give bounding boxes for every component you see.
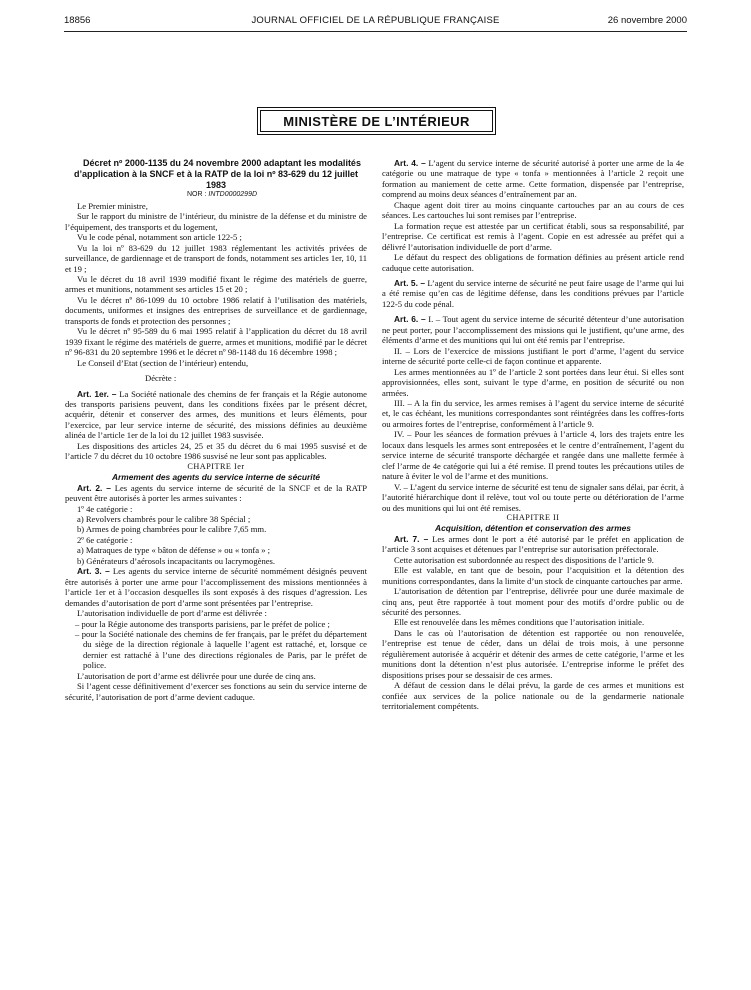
chapter-heading: CHAPITRE Ier [187,461,245,471]
issue-date: 26 novembre 2000 [607,15,687,26]
paragraph: Vu le code pénal, notamment son article 122-5 ; [77,232,242,243]
paragraph: A défaut de cession dans le délai prévu, la garde de ces armes et munitions est confiée aux services de la police nationale ou de la gendarmerie nationale territorialement compétents. [382,680,684,712]
paragraph: Elle est renouvelée dans les mêmes conditions que l’autorisation initiale. [394,617,645,628]
paragraph: IV. – Pour les séances de formation prévues à l’article 4, lors des trajets entre les locaux dans lesquels les armes sont entreposées et le centre d’entraînement, l’agent du service interne de sécurité transporte déchargée et rangée dans une mallette fermée à clef l’arme de 4e catégorie qui lui a été remise. Il prend toutes les précautions utiles de nature à éviter le vol de l’arme et des munitions. [382,429,684,482]
article-1 [65,389,367,441]
paragraph: L’autorisation individuelle de port d’arme est délivrée : [77,608,267,619]
page-header [64,15,687,29]
article-text: Les agents du service interne de sécurité de la SNCF et de la RATP peuvent être autorisés à porter les armes suivantes : [65,482,367,504]
paragraph: Si l’agent cesse définitivement d’exercer ses fonctions au sein du service interne de sécurité, l’autorisation de port d’arme devient caduque. [65,681,367,702]
article-7 [382,534,684,555]
article-label: Art. 6. – [394,314,426,325]
list-item: – pour la Régie autonome des transports parisiens, par le préfet de police ; [75,618,330,629]
decree-title: Décret nº 2000-1135 du 24 novembre 2000 adaptant les modalités d’application à la SNCF et à la RATP de la loi nº 83-629 du 12 juillet 1983 [73,158,361,190]
nor-label: NOR : [186,191,207,199]
article-text: I. – Tout agent du service interne de sécurité détenteur d’une autorisation ne peut porter, pour l’accomplissement des missions qui le justifient, qu’une arme, des éléments d’arme et des munitions qui lui ont été remis par l’entreprise. [382,314,684,346]
list-item: a) Revolvers chambrés pour le calibre 38 Spécial ; [77,513,251,524]
article-3 [65,566,367,608]
article-label: Art. 3. – [77,566,110,577]
ministry-box [257,107,496,135]
article-text: Les armes dont le port a été autorisé par le préfet en application de l’article 3 sont acquises et détenues par l’entreprise sur autorisation préfectorale. [382,533,684,555]
chapter-heading: CHAPITRE II [506,512,560,522]
column-right [382,158,684,712]
list-item: b) Générateurs d’aérosols incapacitants ou lacrymogènes. [77,555,276,566]
paragraph: III. – A la fin du service, les armes remises à l’agent du service interne de sécurité et, le cas échéant, les munitions correspondantes sont réintégrées dans les coffres-forts ou armoires fortes de l’entreprise, conformément à l’article 9. [382,397,684,429]
article-4 [382,158,684,200]
list-item: – pour la Société nationale des chemins de fer français, par le préfet du département du siège de la direction régionale à laquelle l’agent est rattaché, et, lorsque ce dernier est rattaché à l’une des directions régionales de Paris, par le préfet de police. [75,628,367,671]
article-label: Art. 2. – [77,482,111,493]
header-rule [64,31,687,32]
list-item: b) Armes de poing chambrées pour le calibre 7,65 mm. [77,524,267,535]
article-6 [382,314,684,345]
list-item: a) Matraques de type « bâton de défense » ou « tonfa » ; [77,545,271,556]
paragraph: Les armes mentionnées au 1º de l’article 2 sont portées dans leur étui. Si elles sont approvisionnées, elles sont, suivant le type d’arme, en position de sécurité ou non armées. [382,366,684,398]
article-label: Art. 5. – [394,277,426,288]
article-text: L’agent du service interne de sécurité autorisé à porter une arme de la 4e catégorie ou une matraque de type « tonfa » mentionnées à l’article 2 reçoit une formation au maniement de cette arme. Cette formation, dispensée par l’entreprise, comprend au moins deux séances d’entraînement par an. [382,158,684,200]
paragraph: Vu le décret du 18 avril 1939 modifié fixant le régime des matériels de guerre, armes et munitions, notamment ses articles 15 et 20 ; [65,274,367,295]
list-item: 1º 4e catégorie : [77,503,133,514]
paragraph: V. – L’agent du service interne de sécurité est tenu de signaler sans délai, par écrit, à l’autorité hiérarchique dont il relève, tout vol ou toute perte ou détérioration de l’arme ou des munitions qui lui ont été remises. [382,481,684,513]
ministry-heading: MINISTÈRE DE L’INTÉRIEUR [283,113,470,129]
nor-value: INTD0000299D [208,191,258,199]
paragraph: Cette autorisation est subordonnée au respect des dispositions de l’article 9. [394,554,654,565]
article-label: Art. 7. – [394,533,429,544]
article-text: La Société nationale des chemins de fer français et la Régie autonome des transports parisiens peuvent, dans les conditions fixées par le présent décret, acquérir, détenir et conserver des armes, des munitions et leurs éléments, pour l’exercice, par leur service interne de sécurité, des missions définies au deuxième alinéa de l’article 1er de la loi du 12 juillet 1983 susvisée. [65,388,367,441]
article-5 [382,278,684,309]
paragraph: L’autorisation de détention par l’entreprise, délivrée pour une durée maximale de cinq ans, peut être rapportée à tout moment pour des motifs d’ordre public ou de sécurité des personnes. [382,586,684,618]
paragraph: Elle est valable, en tant que de besoin, pour l’acquisition et la détention des munitions correspondantes, dans la limite d’un stock de cinquante cartouches par arme. [382,565,684,586]
paragraph: Les dispositions des articles 24, 25 et 35 du décret du 6 mai 1995 susvisé et de l’article 7 du décret du 10 octobre 1986 susvisé ne leur sont pas applicables. [65,440,367,462]
article-text: Les agents du service interne de sécurité nommément désignés peuvent être autorisés à porter une arme pour l’accomplissement des missions mentionnées à l’article 1er et à l’occasion desquelles ils sont exposés à des risques d’agression. Les demandes d’autorisation de port d’arme sont présentées par l’entreprise. [65,566,367,608]
list-item: 2º 6e catégorie : [77,534,133,545]
article-label: Art. 4. – [394,158,426,168]
paragraph: Dans le cas où l’autorisation de détention est rapportée ou non renouvelée, l’entreprise est tenue de céder, dans un délai de trois mois, à une personne régulièrement autorisée à acquérir et détenir des armes de cette catégorie, l’arme et les munitions dont la détention n’est plus autorisée. L’entreprise informe le préfet des dispositions prises pour se dessaisir de ces armes. [382,627,684,680]
article-2 [65,483,367,504]
paragraph: Le Premier ministre, [77,200,148,211]
paragraph: Vu la loi nº 83-629 du 12 juillet 1983 réglementant les activités privées de surveillance, de gardiennage et de transport de fonds, notamment ses articles 1er, 10, 11 et 19 ; [65,242,367,274]
paragraph: Le défaut du respect des obligations de formation définies au présent article rend caduque cette autorisation. [382,252,684,273]
paragraph: Vu le décret nº 86-1099 du 10 octobre 1986 relatif à l’utilisation des matériels, documents, uniformes et insignes des entreprises de surveillance et de gardiennage, transports de fonds et protection des personnes ; [65,294,367,326]
nor-reference [65,190,367,200]
article-label: Art. 1er. – [77,388,117,399]
paragraph: Vu le décret nº 95-589 du 6 mai 1995 relatif à l’application du décret du 18 avril 1939 fixant le régime des matériels de guerre, armes et munitions, modifié par le décret nº 96-831 du 20 septembre 1996 et le décret nº 98-1148 du 16 décembre 1998 ; [65,326,367,358]
paragraph: La formation reçue est attestée par un certificat établi, sous sa responsabilité, par l’entreprise. Ce certificat est remis à l’agent. Copie en est adressée au préfet qui a délivré l’autorisation individuelle de port d’arme. [382,220,684,252]
journal-title: JOURNAL OFFICIEL DE LA RÉPUBLIQUE FRANÇAISE [251,15,500,26]
column-left [65,158,367,702]
chapter-title: Armement des agents du service interne de sécurité [111,472,321,483]
paragraph: Le Conseil d’Etat (section de l’intérieur) entendu, [77,357,249,368]
page-number: 18856 [64,15,91,26]
paragraph: Sur le rapport du ministre de l’intérieur, du ministre de la défense et du ministre de l’équipement, des transports et du logement, [65,211,367,232]
chapter-title: Acquisition, détention et conservation des armes [435,523,631,534]
paragraph: Chaque agent doit tirer au moins cinquante cartouches par an au cours de ces séances. Les cartouches lui sont remises par l’entreprise. [382,199,684,221]
paragraph: L’autorisation de port d’arme est délivrée pour une durée de cinq ans. [77,670,316,681]
article-text: L’agent du service interne de sécurité ne peut faire usage de l’arme qui lui a été remise qu’en cas de légitime défense, dans les conditions prévues par l’article 122-5 du code pénal. [382,277,684,309]
decree-verb: Décrète : [145,373,177,384]
paragraph: II. – Lors de l’exercice de missions justifiant le port d’arme, l’agent du service interne de sécurité porte celle-ci de façon continue et apparente. [382,345,684,367]
